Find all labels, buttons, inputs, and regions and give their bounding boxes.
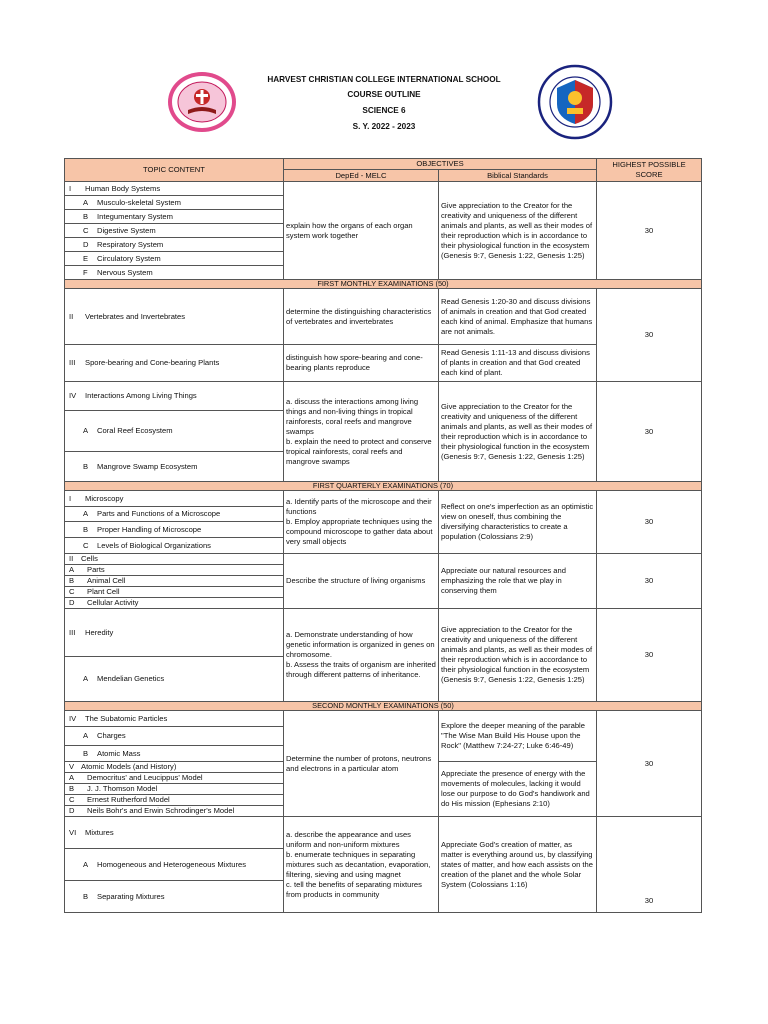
subtopic-row	[65, 587, 284, 598]
roman-numeral: II	[69, 311, 74, 321]
subtopic-row	[65, 727, 284, 746]
biblical-standard: Give appreciation to the Creator for the creativity and uniqueness of the different animals and plants, as well as their modes of their reproduction which is in accordance to their physiological function in the ecosystem (Genesis 9:7, Genesis 1:22, Genesis 1:25)	[439, 609, 597, 702]
roman-numeral: IV	[69, 713, 77, 723]
subtopic-letter: B	[83, 461, 89, 471]
subtopic-title: Proper Handling of Microscope	[97, 524, 202, 534]
topic-title: Atomic Models (and History)	[81, 762, 177, 771]
subtopic-letter: B	[83, 211, 89, 221]
subtopic-letter: D	[69, 598, 75, 607]
subtopic-row	[65, 238, 284, 252]
subtopic-row	[65, 252, 284, 266]
melc-objective: a. Demonstrate understanding of how genetic information is organized in genes on chromosome. b. Assess the traits of organism are inherited through different patterns of inheritance.	[284, 609, 439, 702]
biblical-standard: Give appreciation to the Creator for the creativity and uniqueness of the different animals and plants, as well as their modes of their reproduction which is in accordance to their physiological function in the ecosystem (Genesis 9:7, Genesis 1:22, Genesis 1:25)	[439, 182, 597, 280]
subtopic-row	[65, 411, 284, 452]
melc-objective: Describe the structure of living organisms	[284, 554, 439, 609]
subtopic-row	[65, 210, 284, 224]
score-cell: 30	[597, 609, 702, 702]
subtopic-row	[65, 849, 284, 881]
subtopic-row	[65, 266, 284, 280]
topic-title: Vertebrates and Invertebrates	[85, 311, 186, 321]
biblical-standard: Give appreciation to the Creator for the creativity and uniqueness of the different animals and plants, as well as their modes of their reproduction which is in accordance to their physiological function in the ecosystem (Genesis 9:7, Genesis 1:22, Genesis 1:25)	[439, 382, 597, 482]
subtopic-letter: F	[83, 267, 88, 277]
biblical-standard: Appreciate the presence of energy with the movements of molecules, lacking it would lose our purpose to do God's handiwork and do His mission (Ephesians 2:10)	[439, 762, 597, 817]
school-name: HARVEST CHRISTIAN COLLEGE INTERNATIONAL SCHOOL	[267, 75, 501, 84]
score-cell: 30	[597, 817, 702, 913]
subtopic-letter: A	[69, 565, 75, 574]
subtopic-title: Animal Cell	[87, 576, 126, 585]
topic-row	[65, 345, 284, 382]
subtopic-title: Musculo-skeletal System	[97, 197, 181, 207]
subtopic-row	[65, 196, 284, 210]
subtopic-letter: E	[83, 253, 89, 263]
biblical-standard: Appreciate God's creation of matter, as matter is everything around us, by classifying states of matter, and how each assists on the creation of the planet and the whole Solar System (Colossians 1:16)	[439, 817, 597, 913]
subtopic-row	[65, 538, 284, 554]
biblical-standard: Appreciate our natural resources and emphasizing the role that we play in conserving them	[439, 554, 597, 609]
topic-title: Human Body Systems	[85, 183, 161, 193]
melc-objective: Determine the number of protons, neutrons and electrons in a particular atom	[284, 711, 439, 817]
subtopic-title: Atomic Mass	[97, 748, 141, 758]
subtopic-title: Parts and Functions of a Microscope	[97, 509, 221, 518]
subtopic-row	[65, 565, 284, 576]
subtopic-title: J. J. Thomson Model	[87, 784, 158, 793]
subtopic-row	[65, 522, 284, 538]
subtopic-title: Mendelian Genetics	[97, 674, 165, 683]
objectives-header: OBJECTIVES	[284, 159, 597, 170]
topic-title: Spore-bearing and Cone-bearing Plants	[85, 358, 220, 367]
exam-divider: FIRST MONTHLY EXAMINATIONS (50)	[65, 280, 702, 289]
subtopic-title: Mangrove Swamp Ecosystem	[97, 461, 198, 471]
subtopic-title: Integumentary System	[97, 211, 173, 221]
biblical-standard: Explore the deeper meaning of the parable "The Wise Man Build His House upon the Rock" (Matthew 7:24-27; Luke 6:46-49)	[439, 711, 597, 762]
subtopic-row	[65, 507, 284, 522]
roman-numeral: I	[69, 493, 72, 503]
subtopic-title: Plant Cell	[87, 587, 120, 596]
topic-row	[65, 491, 284, 507]
subtopic-title: Nervous System	[97, 267, 153, 277]
biblical-standard: Reflect on one's imperfection as an optimistic view on oneself, thus combining the diversifying characteristics to create a population (Colossians 2:9)	[439, 491, 597, 554]
exam-divider: FIRST QUARTERLY EXAMINATIONS (70)	[65, 482, 702, 491]
roman-numeral: III	[69, 627, 76, 637]
melc-objective: a. discuss the interactions among living things and non-living things in tropical rainforests, coral reefs and mangrove swamps b. explain the need to protect and conserve tropical rainforests, coral reefs and mangrove swamps	[284, 382, 439, 482]
subtopic-letter: A	[83, 426, 89, 435]
topic-title: Microscopy	[85, 493, 124, 503]
biblical-standard: Read Genesis 1:11-13 and discuss divisions of plants in creation and that God created each kind of plant.	[439, 345, 597, 382]
subtopic-title: Neils Bohr's and Erwin Schrodinger's Model	[87, 806, 235, 815]
topic-title: Interactions Among Living Things	[85, 391, 197, 400]
highest-score-header: HIGHEST POSSIBLE SCORE	[597, 159, 702, 182]
roman-numeral: VI	[69, 827, 77, 837]
subject-name: SCIENCE 6	[362, 106, 406, 115]
roman-numeral: I	[69, 183, 72, 193]
subtopic-letter: A	[83, 859, 89, 869]
subtopic-row	[65, 598, 284, 609]
subtopic-title: Circulatory System	[97, 253, 161, 263]
melc-objective: a. describe the appearance and uses uniform and non-uniform mixtures b. enumerate techniques in separating mixtures such as decantation, evaporation, filtering, sieving and using magnet c. tell the benefits of separating mixtures from products in community	[284, 817, 439, 913]
topic-title: The Subatomic Particles	[85, 713, 168, 723]
course-outline-table	[64, 158, 702, 913]
topic-title: Mixtures	[85, 827, 114, 837]
topic-row	[65, 711, 284, 727]
subtopic-letter: B	[69, 784, 75, 793]
roman-numeral: V	[69, 762, 75, 771]
subtopic-letter: A	[69, 773, 75, 782]
subtopic-row	[65, 784, 284, 795]
topic-row	[65, 609, 284, 657]
melc-objective: distinguish how spore-bearing and cone-bearing plants reproduce	[284, 345, 439, 382]
topic-row	[65, 182, 284, 196]
subtopic-letter: B	[83, 891, 89, 901]
subtopic-letter: A	[83, 731, 89, 740]
topic-row	[65, 289, 284, 345]
subtopic-row	[65, 795, 284, 806]
subtopic-letter: A	[83, 674, 89, 683]
subtopic-title: Cellular Activity	[87, 598, 139, 607]
subtopic-letter: C	[69, 795, 75, 804]
school-year: S. Y. 2022 - 2023	[352, 122, 416, 131]
subtopic-row	[65, 881, 284, 913]
subtopic-letter: D	[69, 806, 75, 815]
subtopic-letter: B	[83, 524, 89, 534]
topic-row	[65, 382, 284, 411]
subtopic-row	[65, 746, 284, 762]
subtopic-title: Digestive System	[97, 225, 156, 235]
biblical-standards-header: Biblical Standards	[439, 170, 597, 182]
score-cell: 30	[597, 382, 702, 482]
score-cell: 30	[597, 491, 702, 554]
subtopic-title: Homogeneous and Heterogeneous Mixtures	[97, 859, 247, 869]
score-cell: 30	[597, 554, 702, 609]
subtopic-row	[65, 806, 284, 817]
topic-row	[65, 554, 284, 565]
roman-numeral: IV	[69, 391, 77, 400]
subtopic-title: Ernest Rutherford Model	[87, 795, 170, 804]
subtopic-title: Democritus' and Leucippus' Model	[87, 773, 203, 782]
subtopic-row	[65, 657, 284, 702]
subtopic-title: Separating Mixtures	[97, 891, 165, 901]
subtopic-letter: A	[83, 197, 89, 207]
topic-title: Heredity	[85, 627, 114, 637]
document-type: COURSE OUTLINE	[347, 90, 421, 99]
score-cell: 30	[597, 289, 702, 382]
score-cell: 30	[597, 711, 702, 817]
subtopic-row	[65, 576, 284, 587]
subtopic-row	[65, 224, 284, 238]
roman-numeral: II	[69, 554, 74, 563]
subtopic-row	[65, 773, 284, 784]
subtopic-letter: D	[83, 239, 89, 249]
score-cell: 30	[597, 182, 702, 280]
subtopic-letter: C	[83, 540, 89, 550]
subtopic-title: Parts	[87, 565, 105, 574]
subtopic-title: Respiratory System	[97, 239, 164, 249]
deped-melc-header: DepEd - MELC	[284, 170, 439, 182]
topic-row	[65, 817, 284, 849]
topic-title: Cells	[81, 554, 98, 563]
subtopic-title: Levels of Biological Organizations	[97, 540, 211, 550]
melc-objective: explain how the organs of each organ system work together	[284, 182, 439, 280]
melc-objective: determine the distinguishing characteristics of vertebrates and invertebrates	[284, 289, 439, 345]
subtopic-letter: C	[83, 225, 89, 235]
melc-objective: a. Identify parts of the microscope and their functions b. Employ appropriate techniques using the compound microscope to gather data about very small objects	[284, 491, 439, 554]
subtopic-letter: A	[83, 509, 89, 518]
exam-divider: SECOND MONTHLY EXAMINATIONS (50)	[65, 702, 702, 711]
subtopic-letter: C	[69, 587, 75, 596]
subtopic-title: Coral Reef Ecosystem	[97, 426, 173, 435]
subtopic-title: Charges	[97, 731, 126, 740]
topic-row	[65, 762, 284, 773]
subtopic-letter: B	[83, 748, 89, 758]
subtopic-letter: B	[69, 576, 75, 585]
roman-numeral: III	[69, 358, 76, 367]
biblical-standard: Read Genesis 1:20-30 and discuss divisions of animals in creation and that God created each kind of animal. Emphasize that humans are not animals.	[439, 289, 597, 345]
subtopic-row	[65, 452, 284, 482]
topic-content-header: TOPIC CONTENT	[65, 159, 284, 182]
